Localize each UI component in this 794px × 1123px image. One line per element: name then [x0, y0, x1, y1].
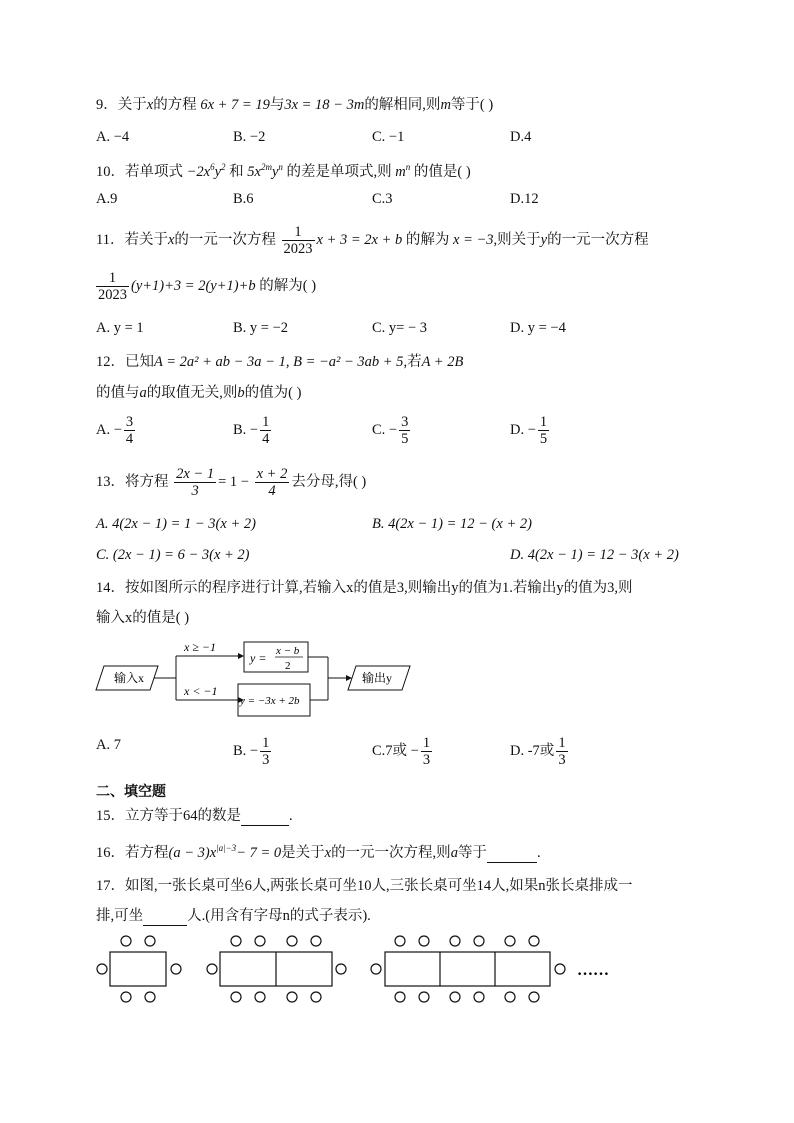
output-label: 输出y	[362, 671, 393, 685]
q12-stem-line2: 的值与a的取值无关,则b的值为( )	[96, 385, 302, 401]
q12-option-b: B. − $\frac{1}{4}$	[233, 414, 270, 447]
ellipsis: ……	[577, 962, 609, 979]
q17-stem-line1: 17．如图,一张长桌可坐6人,两张长桌可坐10人,三张长桌可坐14人,如果n张长桌排成一	[96, 878, 633, 894]
formula-2: y = −3x + 2b	[240, 695, 300, 707]
q12-option-d: D. − $\frac{1}{5}$	[510, 414, 548, 447]
q17-blank[interactable]	[143, 909, 187, 926]
q12-option-a: A. − $\frac{3}{4}$	[96, 414, 134, 447]
q9-option-a: A. −4	[96, 129, 130, 145]
q10-option-b: B.6	[233, 191, 254, 207]
q15-stem: 15．立方等于64的数是 .	[96, 808, 293, 824]
q13-option-d: D. 4(2x − 1) = 12 − 3(x + 2)	[510, 547, 679, 563]
formula-1-prefix: y =	[250, 651, 267, 665]
q16-blank[interactable]	[487, 846, 537, 863]
tables-figure	[90, 930, 630, 1006]
q14-stem-line2: 输入x的值是( )	[96, 610, 190, 626]
formula-1-denominator: 2	[285, 660, 291, 672]
table-triple	[385, 952, 550, 986]
q14-option-c: C.7或 − $\frac{1}{3}$	[372, 735, 431, 768]
q11-option-c: C. y= − 3	[372, 320, 428, 336]
q10-stem: 10．若单项式 $-2x^6y^2$ 和 $5x^{2m}y^n$ 的差是单项式,则 $m^n$ 的值是( )	[96, 162, 471, 180]
q14-option-a: A. 7	[96, 737, 121, 753]
flowchart	[92, 632, 422, 724]
q11-stem-line1: 11．若关于x的一元一次方程 $\frac{1}{2023}$ x + 3 = 2x + b 的解为 x = −3,则关于y的一元一次方程	[96, 224, 649, 257]
formula-1-numerator: x − b	[276, 645, 300, 657]
q16-stem: 16．若方程$(a - 3)x^{|a|-3}- 7 = 0$是关于x的一元一次方程,则a等于 .	[96, 843, 541, 861]
q11-option-b: B. y = −2	[233, 320, 289, 336]
q15-blank[interactable]	[241, 809, 289, 826]
q14-stem-line1: 14．按如图所示的程序进行计算,若输入x的值是3,则输出y的值为1.若输出y的值为3,则	[96, 580, 633, 596]
q10-option-d: D.12	[510, 191, 539, 207]
q9-option-c: C. −1	[372, 129, 405, 145]
q12-stem-line1: 12．已知A = 2a² + ab − 3a − 1, B = −a² − 3ab + 5,若A + 2B	[96, 354, 464, 370]
q13-stem: 13．将方程 $\frac{2x - 1}{3}$ = 1 − $\frac{x + 2}{4}$ 去分母,得( )	[96, 466, 367, 499]
q9-stem: 9．关于x的方程 6x + 7 = 19与3x = 18 − 3m的解相同,则m等于( )	[96, 97, 494, 113]
q10-option-a: A.9	[96, 191, 118, 207]
q13-option-a: A. 4(2x − 1) = 1 − 3(x + 2)	[96, 516, 256, 532]
q9-option-d: D.4	[510, 129, 532, 145]
section-heading-fill-in: 二、填空题	[96, 784, 166, 800]
q17-stem-line2: 排,可坐 人.(用含有字母n的式子表示).	[96, 908, 371, 924]
q12-option-c: C. − $\frac{3}{5}$	[372, 414, 409, 447]
q13-option-b: B. 4(2x − 1) = 12 − (x + 2)	[372, 516, 532, 532]
q14-option-d: D. -7或 $\frac{1}{3}$	[510, 735, 566, 768]
table-single	[110, 952, 166, 986]
q11-option-a: A. y = 1	[96, 320, 144, 336]
input-label: 输入x	[114, 671, 145, 685]
q14-option-b: B. − $\frac{1}{3}$	[233, 735, 270, 768]
q13-option-c: C. (2x − 1) = 6 − 3(x + 2)	[96, 547, 250, 563]
q9-option-b: B. −2	[233, 129, 266, 145]
q11-option-d: D. y = −4	[510, 320, 566, 336]
condition-lt: x < −1	[184, 684, 218, 698]
q10-option-c: C.3	[372, 191, 393, 207]
q11-stem-line2: $\frac{1}{2023}$ (y+1)+3 = 2(y+1)+b 的解为( )	[98, 270, 317, 303]
condition-ge: x ≥ −1	[184, 640, 217, 654]
